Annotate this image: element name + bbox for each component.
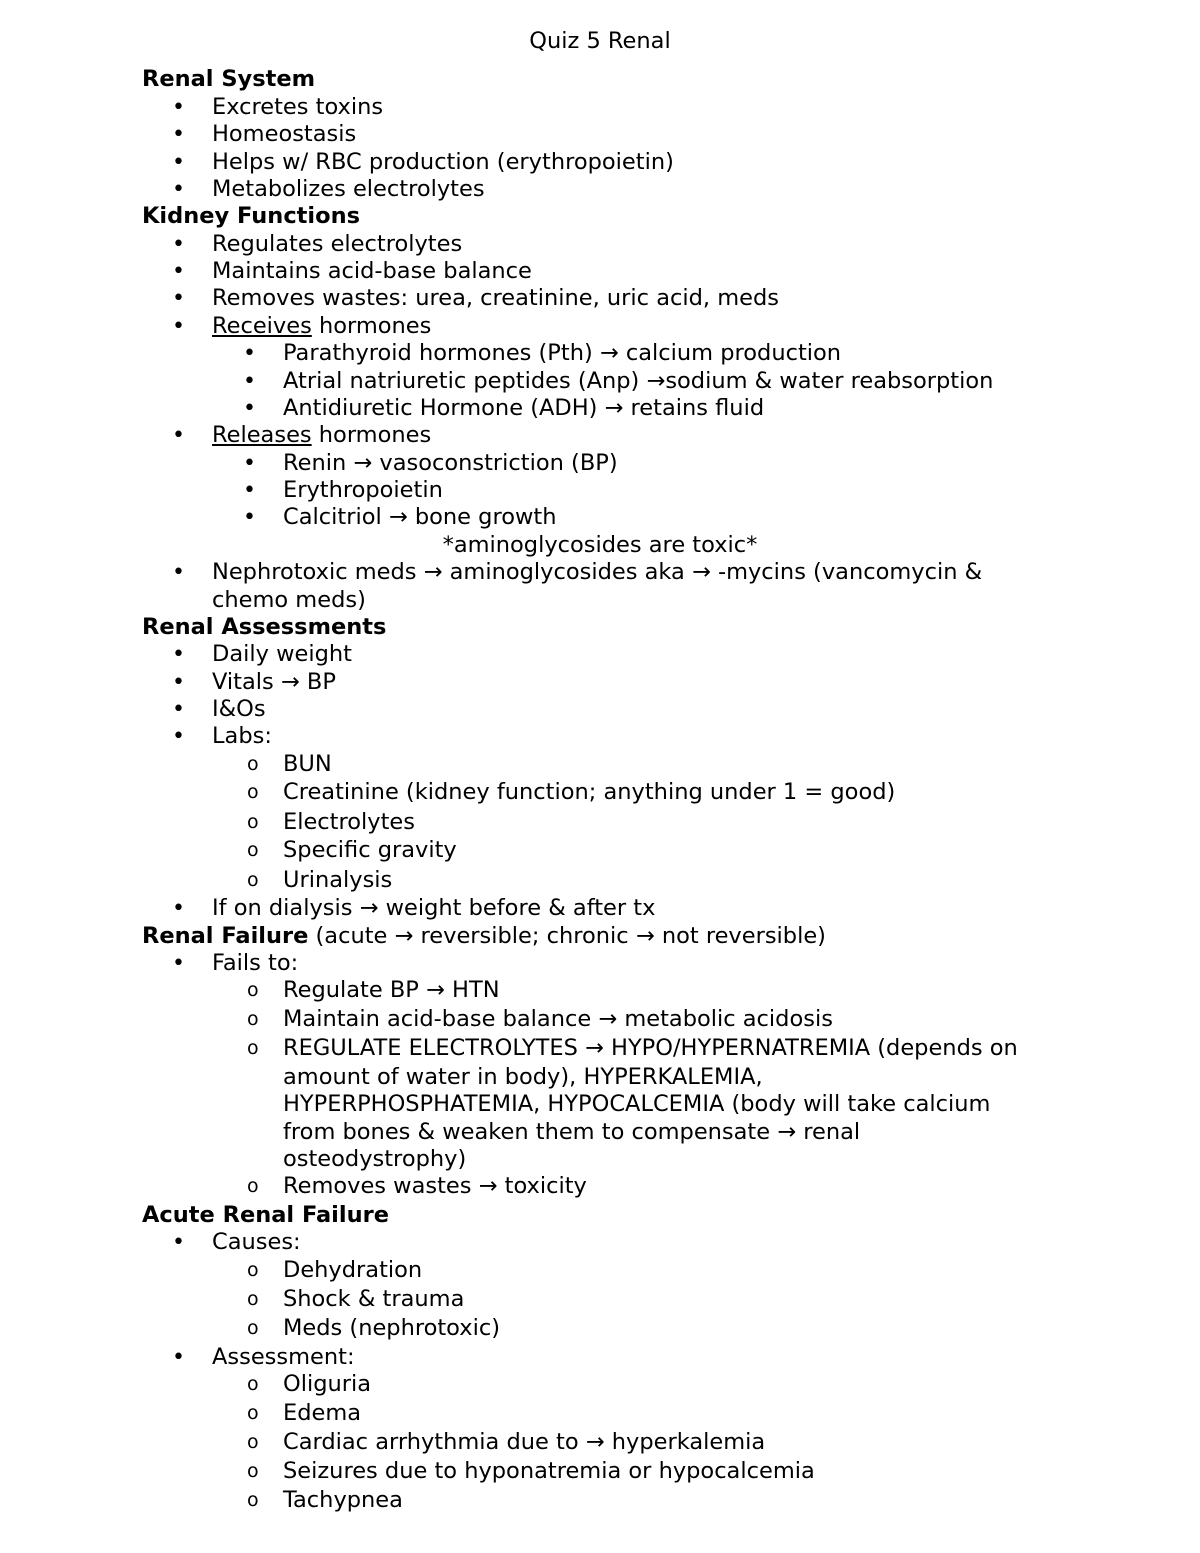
heading-text: Renal Failure [142, 923, 309, 949]
list-item-receives [212, 313, 431, 340]
heading-acute-renal-failure: Acute Renal Failure [142, 1202, 389, 1228]
underlined-word: Receives [212, 313, 312, 339]
list-item-text: hormones [311, 422, 432, 448]
heading-renal-failure [142, 923, 826, 950]
sub-list-item: • Antidiuretic Hormone (ADH) → retains fluid [283, 395, 764, 422]
sub-list-item-continuation: HYPERPHOSPHATEMIA, HYPOCALCEMIA (body will take calcium [283, 1091, 991, 1117]
list-item: • Metabolizes electrolytes [212, 176, 485, 203]
list-item: • If on dialysis → weight before & after tx [212, 895, 655, 922]
sub-list-item: o Maintain acid-base balance → metabolic acidosis [283, 1006, 833, 1033]
list-item: • Helps w/ RBC production (erythropoietin) [212, 149, 674, 176]
sub-list-item: o REGULATE ELECTROLYTES → HYPO/HYPERNATREMIA (depends on [283, 1035, 1018, 1062]
list-item: • Causes: [212, 1229, 301, 1256]
list-item-releases [212, 422, 431, 449]
sub-list-item: • Calcitriol → bone growth [283, 504, 556, 531]
sub-list-item: • Renin → vasoconstriction (BP) [283, 450, 618, 477]
sub-list-item-continuation: amount of water in body), HYPERKALEMIA, [283, 1064, 763, 1090]
sub-list-item: o Creatinine (kidney function; anything under 1 = good) [283, 779, 895, 806]
sub-list-item: • Erythropoietin [283, 477, 443, 504]
sub-list-item: o Removes wastes → toxicity [283, 1173, 587, 1200]
sub-list-item: o Edema [283, 1400, 361, 1427]
heading-renal-assessments: Renal Assessments [142, 614, 387, 640]
list-item-text: hormones [311, 313, 432, 339]
list-item-continuation: chemo meds) [212, 587, 366, 613]
list-item: • Fails to: [212, 950, 298, 977]
sub-list-item: o BUN [283, 751, 332, 778]
sub-list-item-continuation: osteodystrophy) [283, 1146, 467, 1172]
underlined-word: Releases [212, 422, 312, 448]
sub-list-item: • Parathyroid hormones (Pth) → calcium production [283, 340, 841, 367]
sub-list-item: o Tachypnea [283, 1487, 403, 1514]
list-item: • Maintains acid-base balance [212, 258, 532, 285]
list-item: • I&Os [212, 696, 266, 723]
sub-list-item: o Regulate BP → HTN [283, 977, 500, 1004]
list-item: • Vitals → BP [212, 669, 336, 696]
sub-list-item: o Meds (nephrotoxic) [283, 1315, 500, 1342]
list-item: • Nephrotoxic meds → aminoglycosides aka → -mycins (vancomycin & [212, 559, 982, 586]
sub-list-item: • Atrial natriuretic peptides (Anp) →sodium & water reabsorption [283, 368, 993, 395]
centered-note: *aminoglycosides are toxic* [442, 532, 758, 558]
sub-list-item: o Specific gravity [283, 837, 457, 864]
list-item: • Daily weight [212, 641, 352, 668]
heading-renal-system: Renal System [142, 66, 316, 92]
list-item: • Homeostasis [212, 121, 356, 148]
page-title: Quiz 5 Renal [529, 28, 671, 54]
sub-list-item: o Dehydration [283, 1257, 422, 1284]
sub-list-item: o Shock & trauma [283, 1286, 464, 1313]
sub-list-item: o Cardiac arrhythmia due to → hyperkalemia [283, 1429, 765, 1456]
sub-list-item: o Oliguria [283, 1371, 371, 1398]
list-item: • Excretes toxins [212, 94, 383, 121]
sub-list-item-continuation: from bones & weaken them to compensate → renal [283, 1119, 861, 1145]
list-item: • Removes wastes: urea, creatinine, uric acid, meds [212, 285, 779, 312]
sub-list-item: o Electrolytes [283, 809, 415, 836]
sub-list-item: o Seizures due to hyponatremia or hypocalcemia [283, 1458, 815, 1485]
sub-list-item: o Urinalysis [283, 867, 392, 894]
heading-subtext: (acute → reversible; chronic → not reversible) [308, 923, 826, 949]
heading-kidney-functions: Kidney Functions [142, 203, 360, 229]
list-item: • Labs: [212, 723, 272, 750]
list-item: • Regulates electrolytes [212, 231, 462, 258]
list-item: • Assessment: [212, 1344, 355, 1371]
